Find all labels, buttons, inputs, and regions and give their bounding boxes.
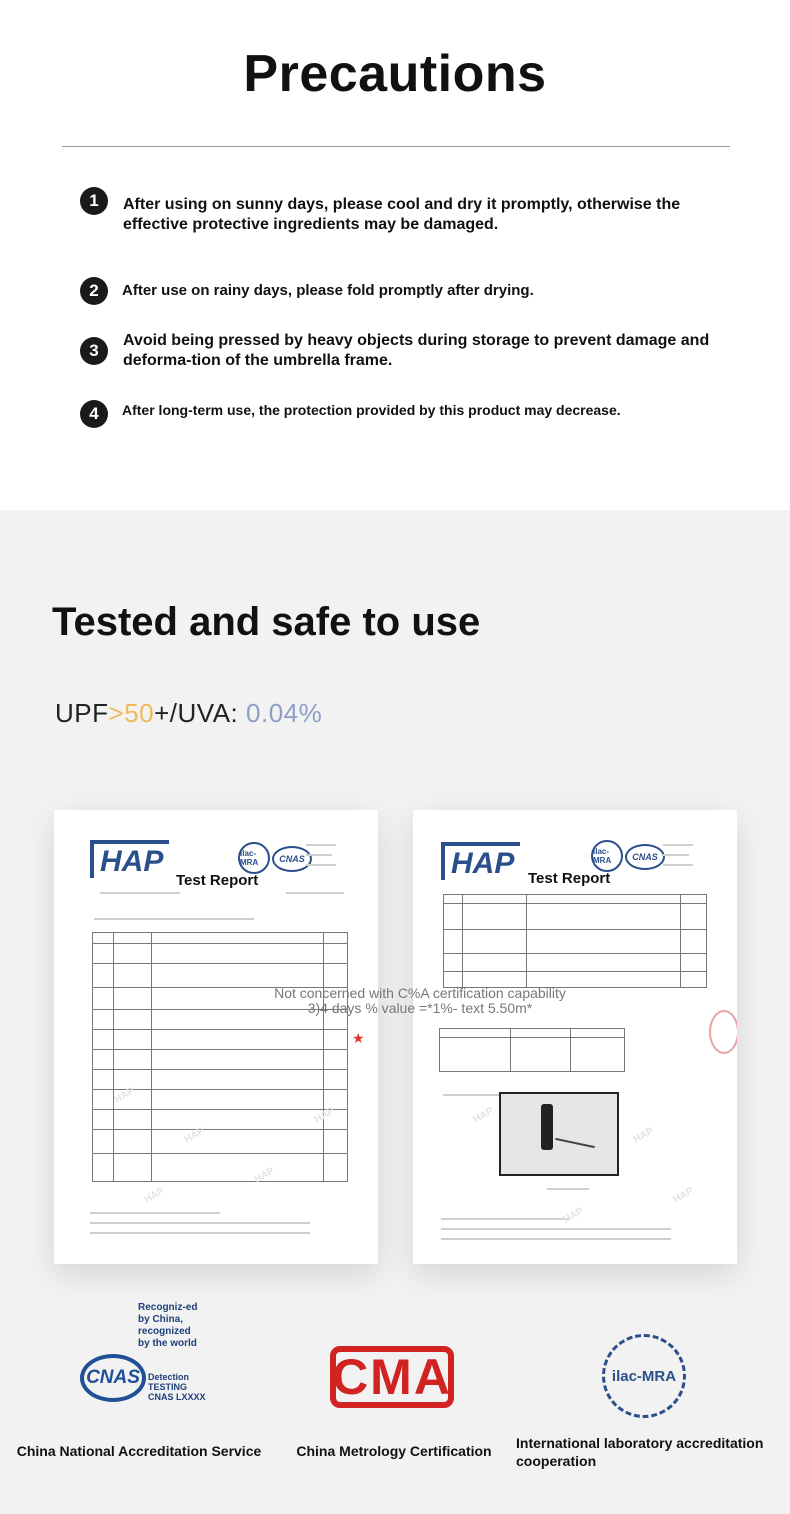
header-text-line [663,864,693,866]
upf-label: UPF [55,698,109,728]
watermark: HAP [561,1205,586,1226]
ilac-label: International laboratory accreditation cooperation [516,1435,764,1469]
umbrella-icon [541,1104,553,1150]
cnas-subtext: Detection TESTING CNAS LXXXX [148,1372,206,1402]
greater-than-symbol: > [108,698,125,728]
precaution-item-4: After long-term use, the protection provided by this product may decrease. [122,402,621,418]
results-table [443,894,707,988]
report-number-line [100,892,180,894]
ilac-mra-icon: ilac-MRA [591,840,623,872]
overlay-line-1: Not concerned with C%A certification capability [274,985,566,1001]
hap-logo-icon: HAP [441,842,520,880]
report-title: Test Report [176,872,259,889]
footer-text-line [90,1222,310,1224]
sample-photo [499,1092,619,1176]
precaution-item-3: Avoid being pressed by heavy objects during storage to prevent damage and deforma-tion of the umbrella frame. [123,332,710,369]
text-line [443,1094,499,1096]
ilac-mra-icon: ilac-MRA [238,842,270,874]
header-text-line [306,864,336,866]
test-report-2 [413,810,737,1264]
cnas-icon: CNAS [272,846,312,872]
watermark: HAP [142,1185,167,1206]
cnas-side-note: Recogniz-ed by China, recognized by the world [138,1302,198,1349]
report-title: Test Report [528,870,611,887]
red-star-icon: ★ [352,1030,365,1046]
footer-text-line [441,1228,671,1230]
cnas-label: China National Accreditation Service [16,1443,262,1459]
footer-text-line [90,1232,310,1234]
testing-title: Tested and safe to use [52,600,481,644]
uv-table [439,1028,625,1072]
uva-value: 0.04% [246,698,323,728]
precaution-item-2: After use on rainy days, please fold promptly after drying. [122,282,534,299]
upf-value: 50 [124,698,155,728]
number-2-icon: 2 [80,277,108,305]
end-of-report-line [547,1188,589,1190]
cnas-logo-icon: CNAS [80,1354,146,1402]
watermark: HAP [671,1185,696,1206]
red-seal-icon [709,1010,737,1054]
watermark: HAP [312,1105,337,1126]
hap-logo-icon: HAP [90,840,169,878]
title-divider [62,146,730,147]
watermark: HAP [112,1085,137,1106]
results-table [92,932,348,1182]
upf-suffix: +/UVA [154,698,231,728]
header-text-line [663,854,689,856]
number-1-icon: 1 [80,187,108,215]
ilac-mra-logo-icon: ilac-MRA [602,1334,686,1418]
overlay-note [230,986,610,1016]
header-text-line [663,844,693,846]
cma-label: China Metrology Certification [296,1443,492,1459]
cnas-icon: CNAS [625,844,665,870]
test-report-1 [54,810,378,1264]
uva-colon: : [230,698,239,728]
cma-logo-icon: CMA [330,1346,454,1408]
number-3-icon: 3 [80,337,108,365]
watermark: HAP [631,1125,656,1146]
header-text-line [306,854,332,856]
precaution-item-1: After using on sunny days, please cool and dry it promptly, otherwise the effective protective ingredients may be damaged. [123,196,681,233]
header-text-line [306,844,336,846]
page-number-line [286,892,344,894]
footer-text-line [441,1218,571,1220]
footer-text-line [90,1212,220,1214]
number-4-icon: 4 [80,400,108,428]
overlay-line-2: 3)4 days % value =*1%- text 5.50m* [307,1000,533,1016]
upf-uva-readout [55,698,322,729]
watermark: HAP [252,1165,277,1186]
precautions-title: Precautions [243,45,547,103]
watermark: HAP [182,1125,207,1146]
watermark: HAP [471,1105,496,1126]
text-line [94,918,254,920]
footer-text-line [441,1238,671,1240]
